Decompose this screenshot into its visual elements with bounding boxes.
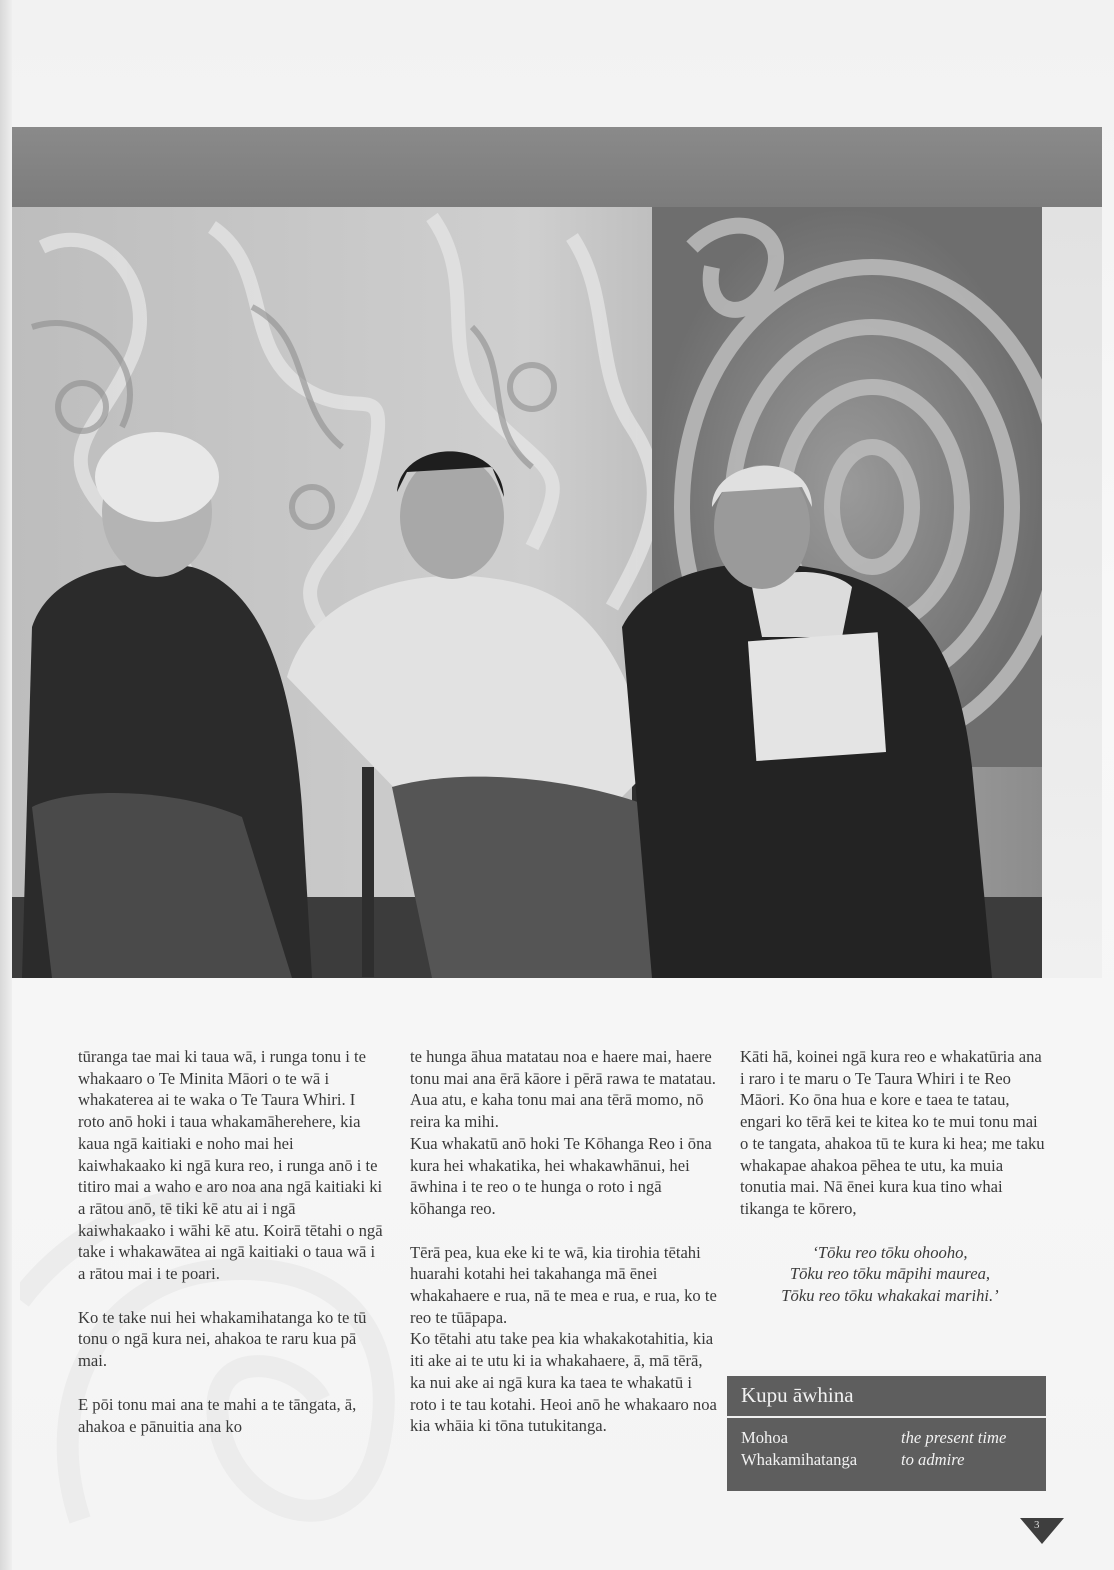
glossary-term: Mohoa [741, 1428, 789, 1447]
page-marker-triangle-icon [1020, 1518, 1064, 1546]
photo-side-strip [1042, 207, 1102, 978]
paragraph: te hunga āhua matatau noa e haere mai, haere tonu mai ana ērā kāore i pērā rawa te matatau. Aua atu, e kaha tonu mai ana tērā momo, nō reira ka mihi. [410, 1047, 716, 1132]
glossary-entry [741, 1428, 1006, 1448]
proverb-quote [740, 1242, 1040, 1307]
glossary-definition: to admire [901, 1450, 965, 1469]
quote-line: Tōku reo tōku whakakai marihi.’ [781, 1286, 999, 1306]
text-column-3 [740, 1046, 1050, 1307]
text-column-2 [410, 1046, 720, 1437]
paragraph: Tērā pea, kua eke ki te wā, kia tirohia tētahi huarahi kotahi hei takahanga mā ēnei whakahaere e rua, nā te mea e rua, e rua, ko te reo te tūāpapa. [410, 1242, 717, 1327]
glossary-divider [727, 1416, 1046, 1418]
quote-line: ‘Tōku reo tōku ohooho, [812, 1242, 968, 1262]
text-column-1 [78, 1046, 383, 1437]
paragraph: E pōi tonu mai ana te mahi a te tāngata, ā, ahakoa e pānuitia ana ko [78, 1394, 357, 1436]
page-edge [0, 0, 12, 1570]
paragraph: tūranga tae mai ki taua wā, i runga tonu i te whakaaro o Te Minita Māori o te wā i whakaterea ai te waka o Te Taura Whiri. I roto anō hoki i taua whakamāherehere, kia kaua ngā kaitiaki e noho mai hei kaiwhakaako ki ngā kura reo, i runga anō i te titiro mai a waho e aro noa ana ngā kaitiaki ki a rātou anō, tē tiki kē atu ai i ngā kaiwhakaako i wāhi kē atu. Koirā tētahi o ngā take i whakawātea ai ngā kaitiaki o taua wā i a rātou mai i te poari. [78, 1047, 383, 1284]
photo-three-elders [12, 207, 1042, 978]
paragraph: Kua whakatū anō hoki Te Kōhanga Reo i ōna kura hei whakatika, hei whakawhānui, hei āwhina i te reo o te hunga o roto i ngā kōhanga reo. [410, 1133, 712, 1218]
paragraph: Ko te take nui hei whakamihatanga ko te tū tonu o ngā kura nei, ahakoa te raru kua pā mai. [78, 1307, 367, 1371]
photo-illustration [12, 207, 1042, 978]
glossary-term: Whakamihatanga [741, 1450, 858, 1469]
paragraph: Kāti hā, koinei ngā kura reo e whakatūria ana i raro i te maru o Te Taura Whiri i te Reo Māori. Ko ōna hua e kore e taea te tatau, engari ko tērā kei te kitea ko te mui tonu mai o te tangata, ahakoa tū te kura ki hea; me taku whakapae ahakoa pēhea te utu, ka muia tonutia mai. Nā ēnei kura kua tino whai tikanga te kōrero, [740, 1047, 1045, 1218]
glossary-definition: the present time [901, 1428, 1007, 1447]
glossary-entry [741, 1450, 964, 1470]
glossary-box [727, 1376, 1046, 1491]
header-band [12, 127, 1102, 207]
glossary-title: Kupu āwhina [741, 1383, 854, 1407]
paragraph: Ko tētahi atu take pea kia whakakotahitia, kia iti ake ai te utu ki ia whakahaere, ā, mā tērā, ka nui ake ai ngā kura ka taea te whakatū i roto i te tau kotahi. Heoi anō he whakaaro noa kia whāia ki tōna tutukitanga. [410, 1329, 717, 1436]
quote-line: Tōku reo tōku māpihi maurea, [789, 1264, 991, 1284]
page-number: 3 [1034, 1519, 1040, 1531]
